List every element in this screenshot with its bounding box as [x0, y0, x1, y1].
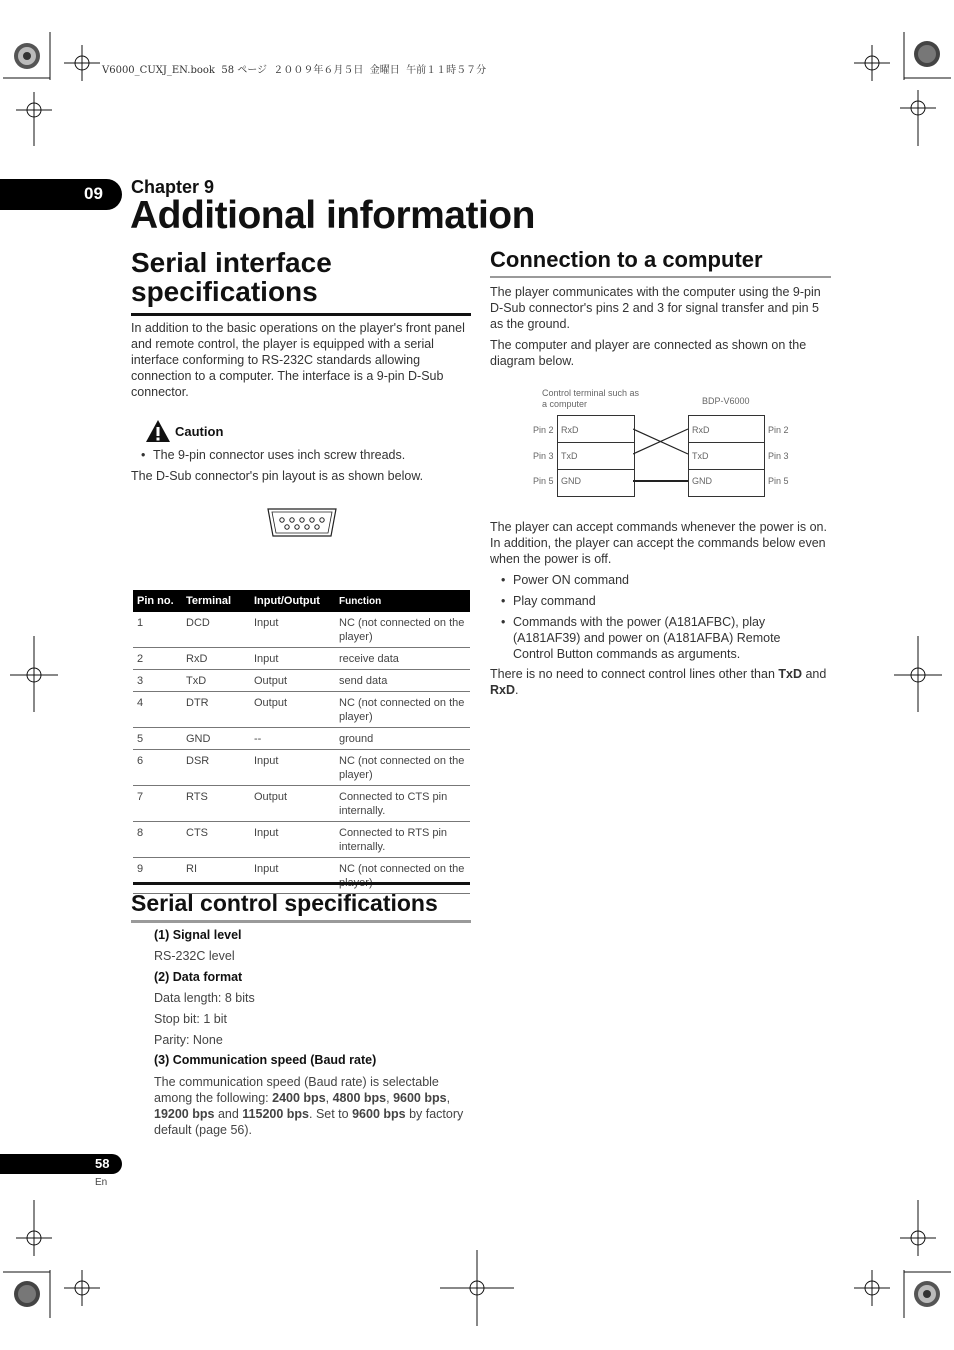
bullet-item: • Play command	[501, 594, 596, 608]
table-cell: send data	[335, 670, 470, 692]
data-length-value: Data length: 8 bits	[154, 991, 255, 1005]
table-cell: DSR	[182, 750, 250, 786]
table-row	[133, 858, 470, 894]
printer-info-line: V6000_CUXJ_EN.book 58 ページ ２００９年６月５日 金曜日 午前１１時５７分	[102, 65, 487, 76]
connection-para-4: There is no need to connect control lines other than TxD and RxD.	[490, 667, 827, 697]
table-cell: DCD	[182, 612, 250, 648]
connection-para-3: The player can accept commands whenever the power is on. In addition, the player can accept the commands below even when the power is off.	[490, 520, 827, 566]
right-signal-gnd: GND	[692, 476, 712, 486]
serial-interface-intro: In addition to the basic operations on the player's front panel and remote control, the player is equipped with a serial interface conforming to RS-232C standards allowing connection to a computer. The interface is a 9-pin D-Sub connector.	[131, 321, 465, 399]
table-cell: 6	[133, 750, 182, 786]
table-cell: ground	[335, 728, 470, 750]
right-signal-txd: TxD	[692, 451, 709, 461]
table-row	[133, 786, 470, 822]
bullet-item: • Commands with the power (A181AFBC), play (A181AF39) and power on (A181AFBA) Remote Control Button commands as arguments.	[501, 615, 781, 661]
page-number: 58	[95, 1156, 110, 1171]
table-cell: NC (not connected on the player)	[335, 750, 470, 786]
table-cell: Output	[250, 692, 335, 728]
table-cell: Connected to CTS pin internally.	[335, 786, 470, 822]
pin-layout-note: The D-Sub connector's pin layout is as shown below.	[131, 469, 424, 483]
caution-icon	[145, 419, 171, 443]
table-cell: RTS	[182, 786, 250, 822]
col-function: Function	[335, 590, 470, 612]
table-cell: 9	[133, 858, 182, 894]
table-cell: TxD	[182, 670, 250, 692]
page-language: En	[95, 1177, 108, 1188]
page-title: Additional information	[130, 194, 535, 237]
crossover-wiring	[633, 415, 689, 497]
table-row	[133, 692, 470, 728]
table-cell: RxD	[182, 648, 250, 670]
caution-item: • The 9-pin connector uses inch screw threads.	[141, 448, 406, 462]
chapter-number: 09	[84, 184, 103, 203]
left-pin-5: Pin 5	[533, 476, 554, 486]
dsub-connector-illustration	[265, 507, 340, 539]
section-rule	[490, 276, 831, 278]
table-cell: receive data	[335, 648, 470, 670]
table-cell: 3	[133, 670, 182, 692]
signal-level-value: RS-232C level	[154, 949, 235, 963]
reg-mark-mid-right	[894, 636, 942, 712]
table-row	[133, 728, 470, 750]
reg-mark-bottom-left	[3, 1200, 100, 1318]
left-pin-2: Pin 2	[533, 425, 554, 435]
table-cell: Input	[250, 858, 335, 894]
table-cell: 8	[133, 822, 182, 858]
table-cell: 7	[133, 786, 182, 822]
right-pin-5: Pin 5	[768, 476, 789, 486]
table-row	[133, 612, 470, 648]
table-cell: Output	[250, 670, 335, 692]
section-rule	[131, 313, 471, 316]
diagram-right-caption: BDP-V6000	[702, 396, 750, 406]
pin-table	[133, 590, 470, 894]
table-cell: --	[250, 728, 335, 750]
stop-bit-value: Stop bit: 1 bit	[154, 1012, 227, 1026]
serial-interface-heading: Serial interface specifications	[131, 247, 332, 307]
table-cell: Output	[250, 786, 335, 822]
speed-heading: (3) Communication speed (Baud rate)	[154, 1053, 377, 1067]
table-cell: Input	[250, 612, 335, 648]
table-row	[133, 750, 470, 786]
reg-mark-top-right	[854, 32, 951, 146]
col-terminal: Terminal	[182, 590, 250, 612]
table-row	[133, 822, 470, 858]
bullet-item: • Power ON command	[501, 573, 630, 587]
table-cell: 4	[133, 692, 182, 728]
right-pin-2: Pin 2	[768, 425, 789, 435]
table-cell: NC (not connected on the player)	[335, 612, 470, 648]
reg-mark-bottom-right	[854, 1200, 951, 1318]
left-signal-txd: TxD	[561, 451, 578, 461]
caution-label: Caution	[175, 424, 224, 439]
speed-description: The communication speed (Baud rate) is selectable among the following: 2400 bps, 4800 bps, 9600 bps, 19200 bps and 115200 bps. Set to 9600 bps by factory default (page 56).	[154, 1075, 464, 1137]
table-cell: RI	[182, 858, 250, 894]
chapter-tab	[0, 179, 122, 210]
table-cell: Input	[250, 750, 335, 786]
connection-para-1: The player communicates with the computer using the 9-pin D-Sub connector's pins 2 and 3 for signal transfer and pin 5 as the ground.	[490, 285, 821, 331]
table-cell: Input	[250, 648, 335, 670]
table-cell: NC (not connected on the player)	[335, 692, 470, 728]
section-rule	[131, 920, 471, 923]
data-format-heading: (2) Data format	[154, 970, 243, 984]
diagram-left-caption: Control terminal such as a computer	[542, 388, 640, 409]
table-cell: 5	[133, 728, 182, 750]
chapter-label: Chapter 9	[131, 177, 215, 197]
left-pin-3: Pin 3	[533, 451, 554, 461]
signal-level-heading: (1) Signal level	[154, 928, 242, 942]
table-cell: GND	[182, 728, 250, 750]
reg-mark-bottom-center	[440, 1250, 514, 1326]
left-signal-rxd: RxD	[561, 425, 579, 435]
connection-heading: Connection to a computer	[490, 247, 763, 272]
table-row	[133, 648, 470, 670]
table-cell: DTR	[182, 692, 250, 728]
table-cell: NC (not connected on the	[335, 858, 470, 894]
table-cell: Connected to RTS pin internally.	[335, 822, 470, 858]
right-signal-rxd: RxD	[692, 425, 710, 435]
parity-value: Parity: None	[154, 1033, 223, 1047]
col-io: Input/Output	[250, 590, 335, 612]
table-bottom-rule	[133, 882, 470, 885]
reg-mark-top-left	[3, 32, 100, 146]
col-pin-no: Pin no.	[133, 590, 182, 612]
connection-para-2: The computer and player are connected as shown on the diagram below.	[490, 338, 807, 368]
table-cell: 2	[133, 648, 182, 670]
bullet-dot: •	[141, 448, 146, 462]
table-cell: 1	[133, 612, 182, 648]
table-row	[133, 670, 470, 692]
right-pin-3: Pin 3	[768, 451, 789, 461]
pin-table-header	[133, 590, 470, 612]
table-cell: CTS	[182, 822, 250, 858]
serial-control-heading: Serial control specifications	[131, 890, 438, 916]
left-signal-gnd: GND	[561, 476, 581, 486]
table-cell: Input	[250, 822, 335, 858]
reg-mark-mid-left	[10, 636, 58, 712]
